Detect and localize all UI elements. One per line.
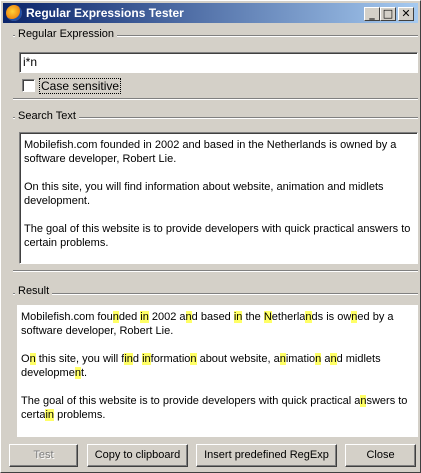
search-paragraph: On this site, you will find information about website, animation and midlets development.: [24, 181, 384, 207]
match-highlight: n: [315, 353, 322, 365]
match-highlight: N: [263, 311, 272, 323]
result-group-label: Result: [15, 285, 52, 297]
result-text: the: [242, 311, 264, 323]
result-text: this site, you will f: [35, 353, 125, 365]
match-highlight: n: [29, 353, 36, 365]
separator-1: [13, 98, 418, 100]
match-highlight: n: [185, 311, 192, 323]
result-text: d: [132, 353, 143, 365]
result-text: t.: [80, 367, 88, 379]
result-text: imatio: [285, 353, 316, 365]
result-text: a: [321, 353, 331, 365]
result-paragraph: [21, 394, 414, 422]
result-text: formatio: [150, 353, 191, 365]
result-paragraph: [21, 352, 414, 380]
minimize-button[interactable]: [364, 7, 380, 21]
maximize-icon: □: [382, 7, 394, 20]
maximize-button[interactable]: [380, 7, 396, 21]
close-icon: ✕: [401, 7, 411, 20]
match-highlight: n: [330, 353, 337, 365]
result-text: about website, a: [196, 353, 280, 365]
result-text: etherla: [271, 311, 306, 323]
result-text: 2002 a: [148, 311, 186, 323]
match-highlight: n: [190, 353, 197, 365]
result-text: problems.: [54, 409, 106, 421]
separator-2: [13, 270, 418, 272]
copy-to-clipboard-button[interactable]: Copy to clipboard: [87, 444, 188, 467]
search-group-label: Search Text: [15, 110, 79, 122]
match-highlight: n: [305, 311, 312, 323]
match-highlight: n: [360, 395, 367, 407]
match-highlight: in: [45, 409, 55, 421]
minimize-icon: _: [369, 7, 375, 20]
match-highlight: in: [124, 353, 133, 365]
search-text-area[interactable]: [19, 132, 418, 264]
case-sensitive-label[interactable]: Case sensitive: [41, 79, 120, 93]
title-bar[interactable]: [3, 3, 418, 23]
result-text: swers to certa: [21, 395, 408, 421]
match-highlight: n: [74, 367, 81, 379]
match-highlight: n: [279, 353, 286, 365]
match-highlight: n: [351, 311, 358, 323]
result-area: [17, 305, 418, 437]
result-paragraph: [21, 310, 414, 338]
close-button[interactable]: Close: [345, 444, 416, 467]
result-text: The goal of this website is to provide developers with quick practical a: [21, 395, 361, 407]
match-highlight: in: [233, 311, 243, 323]
window-title: Regular Expressions Tester: [26, 6, 184, 20]
search-paragraph: Mobilefish.com founded in 2002 and based in the Netherlands is owned by a software developer, Robert Lie.: [24, 139, 397, 165]
result-text: O: [21, 353, 30, 365]
match-highlight: in: [142, 353, 151, 365]
test-button[interactable]: Test: [9, 444, 78, 467]
result-text: Mobilefish.com fou: [21, 311, 113, 323]
search-paragraph: The goal of this website is to provide developers with quick practical answers to certain problems.: [24, 223, 411, 249]
firefox-icon: [6, 5, 22, 21]
result-text: ds is ow: [311, 311, 352, 323]
result-text: ded: [118, 311, 141, 323]
match-highlight: n: [112, 311, 119, 323]
case-sensitive-checkbox[interactable]: [22, 79, 35, 92]
close-window-button[interactable]: [398, 7, 414, 21]
insert-predefined-regexp-button[interactable]: Insert predefined RegExp: [196, 444, 337, 467]
result-group-line: [13, 293, 418, 295]
match-highlight: in: [140, 311, 149, 323]
result-text: d midlets developme: [21, 353, 381, 379]
result-text: d based: [191, 311, 234, 323]
result-text: ed by a software developer, Robert Lie.: [21, 311, 394, 337]
regex-input-value: i*n: [23, 55, 38, 69]
regex-group-label: Regular Expression: [15, 28, 117, 40]
regex-input[interactable]: [19, 52, 418, 73]
